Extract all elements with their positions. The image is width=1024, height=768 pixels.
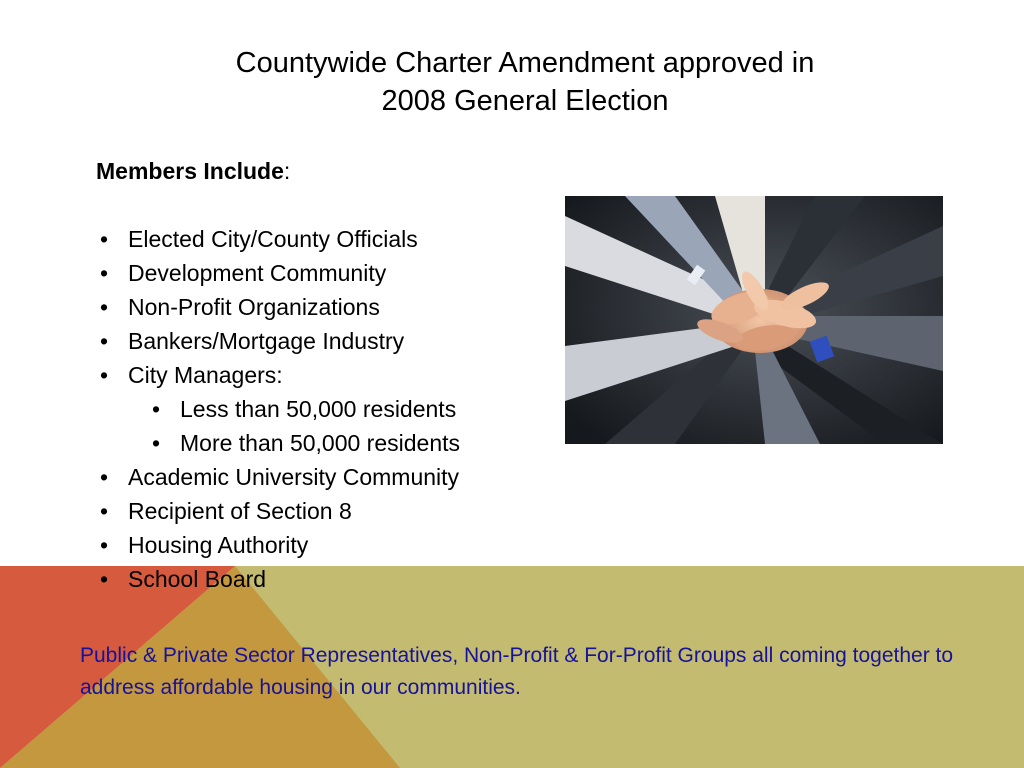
bullet: • — [100, 532, 109, 558]
members-heading — [96, 155, 290, 187]
list-item-text: Academic University Community — [128, 464, 460, 490]
hands-illustration — [565, 196, 943, 444]
teamwork-hands-photo — [565, 196, 943, 444]
bullet: • — [100, 566, 109, 592]
members-heading-colon: : — [283, 158, 291, 184]
list-item-text: Bankers/Mortgage Industry — [128, 328, 405, 354]
list-item-text: Elected City/County Officials — [128, 226, 418, 252]
list-item-text: School Board — [128, 566, 267, 592]
bullet: • — [152, 430, 161, 456]
title-line-2: 2008 General Election — [381, 85, 669, 117]
slide-title — [100, 44, 950, 120]
bullet: • — [100, 362, 109, 388]
list-item-text: Housing Authority — [128, 532, 309, 558]
title-line-1: Countywide Charter Amendment approved in — [235, 47, 815, 79]
list-item-text: Less than 50,000 residents — [180, 396, 457, 422]
bullet: • — [152, 396, 161, 422]
bullet: • — [100, 294, 109, 320]
bullet: • — [100, 226, 109, 252]
bullet: • — [100, 464, 109, 490]
list-item-text: Development Community — [128, 260, 387, 286]
bullet: • — [100, 498, 109, 524]
members-heading-label: Members Include — [96, 158, 284, 184]
bullet: • — [100, 328, 109, 354]
list-item-text: Recipient of Section 8 — [128, 498, 352, 524]
list-item-text: City Managers: — [128, 362, 283, 388]
summary-text: Public & Private Sector Representatives, Non-Profit & For-Profit Groups all coming together to address affordable housing in our communities. — [80, 644, 954, 699]
list-item-text: Non-Profit Organizations — [128, 294, 380, 320]
list-item-text: More than 50,000 residents — [180, 430, 461, 456]
bullet: • — [100, 260, 109, 286]
